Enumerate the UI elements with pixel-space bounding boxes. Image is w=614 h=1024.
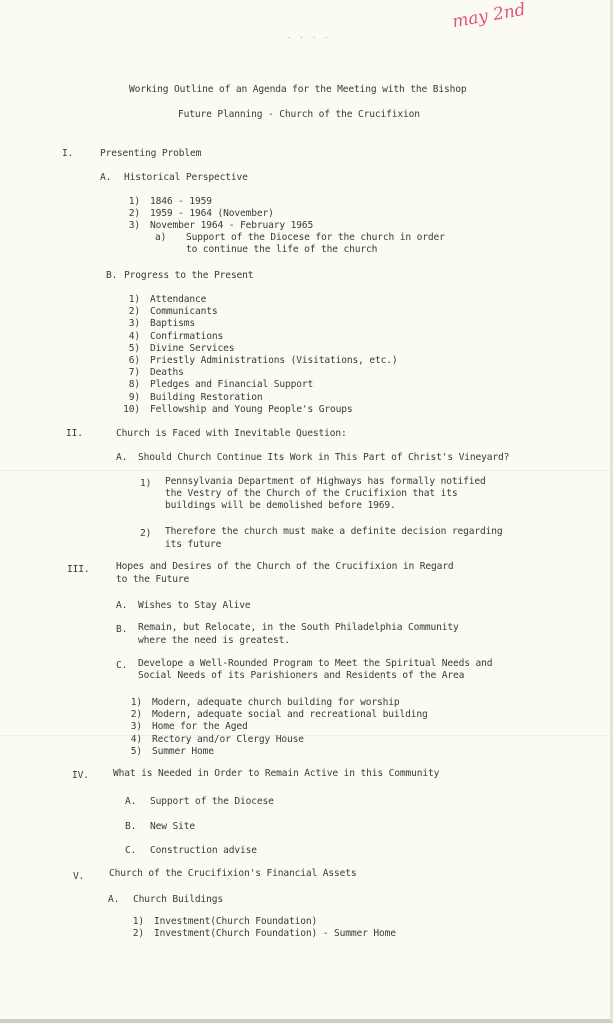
section-numeral: V. xyxy=(73,871,85,882)
list-item: 2) 1959 - 1964 (November) xyxy=(128,208,274,220)
subsection-title: New Site xyxy=(150,821,196,832)
subsection-letter: A. xyxy=(116,452,128,463)
item-text: the Vestry of the Church of the Crucifixion that its xyxy=(165,488,458,499)
subsection-letter: A. xyxy=(108,894,120,905)
item-text: its future xyxy=(165,539,222,550)
handwritten-date-note: may 2nd xyxy=(450,0,528,33)
list-item: 3) Baptisms xyxy=(128,318,196,330)
list-item: 1) Modern, adequate church building for worship xyxy=(130,697,400,708)
ink-smudge: · · · · xyxy=(287,34,331,42)
list-item: 8) Pledges and Financial Support xyxy=(128,379,314,391)
progress-list xyxy=(114,294,398,416)
document-subtitle: Future Planning - Church of the Crucifixion xyxy=(178,109,420,120)
subsection-text: Social Needs of its Parishioners and Residents of the Area xyxy=(138,670,465,681)
section-title: to the Future xyxy=(116,574,190,585)
section-title: Church of the Crucifixion's Financial Assets xyxy=(109,868,357,879)
church-buildings-list xyxy=(118,916,396,940)
subitem-text: Support of the Diocese for the church in order xyxy=(186,232,445,243)
list-item: 7) Deaths xyxy=(128,367,184,379)
subsection-title: Construction advise xyxy=(150,845,257,856)
item-number: 2) xyxy=(140,528,152,539)
subsection-letter: B. xyxy=(125,821,137,832)
list-item: 3) Home for the Aged xyxy=(130,721,248,733)
list-item: 4) Rectory and/or Clergy House xyxy=(130,733,304,745)
list-item: 2) Modern, adequate social and recreational building xyxy=(130,709,428,721)
subsection-letter: C. xyxy=(116,660,128,671)
historical-perspective-list xyxy=(114,196,313,233)
subsection-text: Develope a Well-Rounded Program to Meet the Spiritual Needs and xyxy=(138,658,493,669)
section-title: Church is Faced with Inevitable Question: xyxy=(116,428,347,439)
subsection-title: Church Buildings xyxy=(133,894,224,905)
subsection-text: Remain, but Relocate, in the South Philadelphia Community xyxy=(138,622,459,633)
list-item: 6) Priestly Administrations (Visitations, etc.) xyxy=(128,355,398,367)
section-numeral: IV. xyxy=(72,770,89,781)
list-item: 4) Confirmations xyxy=(128,330,224,342)
list-item: 2) Investment(Church Foundation) - Summer Home xyxy=(132,928,396,940)
section-numeral: II. xyxy=(66,428,83,439)
list-item: 1) 1846 - 1959 xyxy=(128,196,212,207)
subsection-letter: A. xyxy=(125,796,137,807)
subsection-letter: B. xyxy=(106,270,118,281)
section-title: Presenting Problem xyxy=(100,148,202,159)
subsection-letter: C. xyxy=(125,845,137,856)
item-text: Pennsylvania Department of Highways has formally notified xyxy=(165,476,486,487)
list-item: 3) November 1964 - February 1965 xyxy=(128,220,314,232)
subitem-letter: a) xyxy=(155,232,167,243)
subsection-title: Support of the Diocese xyxy=(150,796,274,807)
subsection-text: where the need is greatest. xyxy=(138,635,290,646)
subsection-title: Should Church Continue Its Work in This Part of Christ's Vineyard? xyxy=(138,452,510,463)
subsection-title: Wishes to Stay Alive xyxy=(138,600,251,611)
list-item: 10) Fellowship and Young People's Groups xyxy=(123,403,353,415)
subitem-text: to continue the life of the church xyxy=(186,244,378,255)
subsection-letter: A. xyxy=(100,172,112,183)
list-item: 1) Attendance xyxy=(128,294,207,305)
section-title: What is Needed in Order to Remain Active in this Community xyxy=(113,768,440,779)
section-title: Hopes and Desires of the Church of the Crucifixion in Regard xyxy=(116,561,454,572)
item-text: Therefore the church must make a definite decision regarding xyxy=(165,526,503,537)
list-item: 5) Summer Home xyxy=(130,745,214,757)
document-title: Working Outline of an Agenda for the Meeting with the Bishop xyxy=(129,84,467,95)
section-numeral: I. xyxy=(62,148,74,159)
subsection-letter: B. xyxy=(116,624,128,635)
subsection-letter: A. xyxy=(116,600,128,611)
item-number: 1) xyxy=(140,478,152,489)
program-needs-list xyxy=(116,697,428,758)
section-numeral: III. xyxy=(67,564,90,575)
paper-fold xyxy=(0,470,610,471)
list-item: 9) Building Restoration xyxy=(128,391,263,403)
subsection-title: Progress to the Present xyxy=(124,270,254,281)
list-item: 2) Communicants xyxy=(128,306,218,318)
list-item: 5) Divine Services xyxy=(128,342,235,354)
subsection-title: Historical Perspective xyxy=(124,172,248,183)
list-item: 1) Investment(Church Foundation) xyxy=(132,916,318,927)
item-text: buildings will be demolished before 1969. xyxy=(165,500,396,511)
